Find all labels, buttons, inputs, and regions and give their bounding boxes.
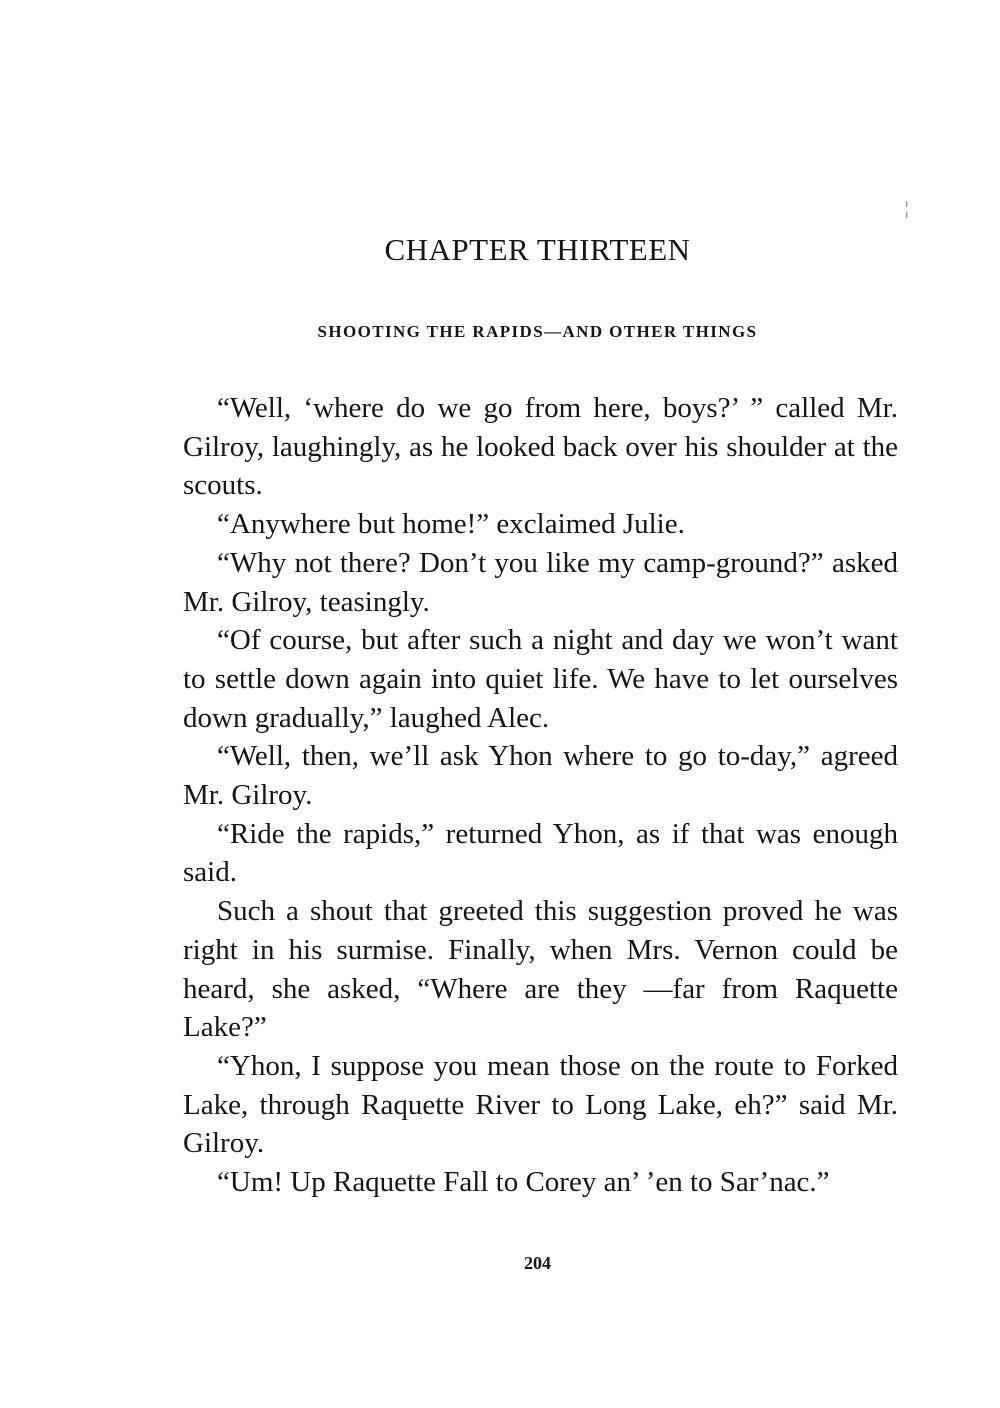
paragraph: “Yhon, I suppose you mean those on the route to Forked Lake, through Raquette River to Long Lake, eh?” said Mr. Gilroy.	[183, 1049, 898, 1160]
paragraph: “Why not there? Don’t you like my camp-ground?” asked Mr. Gilroy, teasingly.	[183, 546, 898, 618]
page-number: 204	[524, 1253, 551, 1273]
paragraph: Such a shout that greeted this suggestion proved he was right in his surmise. Finally, when Mrs. Vernon could be heard, she asked, “Where are they —far from Raquette Lake?”	[183, 895, 898, 1044]
paragraph: “Well, ‘where do we go from here, boys?’ ” called Mr. Gilroy, laughingly, as he looked back over his shoulder at the scouts.	[183, 392, 898, 502]
margin-mark: ¦	[905, 198, 909, 218]
paragraph: “Ride the rapids,” returned Yhon, as if that was enough said.	[183, 817, 898, 889]
paragraph: “Well, then, we’ll ask Yhon where to go to-day,” agreed Mr. Gilroy.	[183, 740, 898, 812]
paragraph: “Anywhere but home!” exclaimed Julie.	[217, 508, 685, 541]
body-text	[183, 389, 898, 1202]
paragraph: “Of course, but after such a night and day we won’t want to settle down again into quiet life. We have to let ourselves down gradually,” laughed Alec.	[183, 624, 898, 734]
paragraph: “Um! Up Raquette Fall to Corey an’ ’en to Sar’nac.”	[217, 1166, 830, 1199]
chapter-subtitle: SHOOTING THE RAPIDS—AND OTHER THINGS	[317, 322, 758, 341]
chapter-title: CHAPTER THIRTEEN	[384, 232, 691, 267]
